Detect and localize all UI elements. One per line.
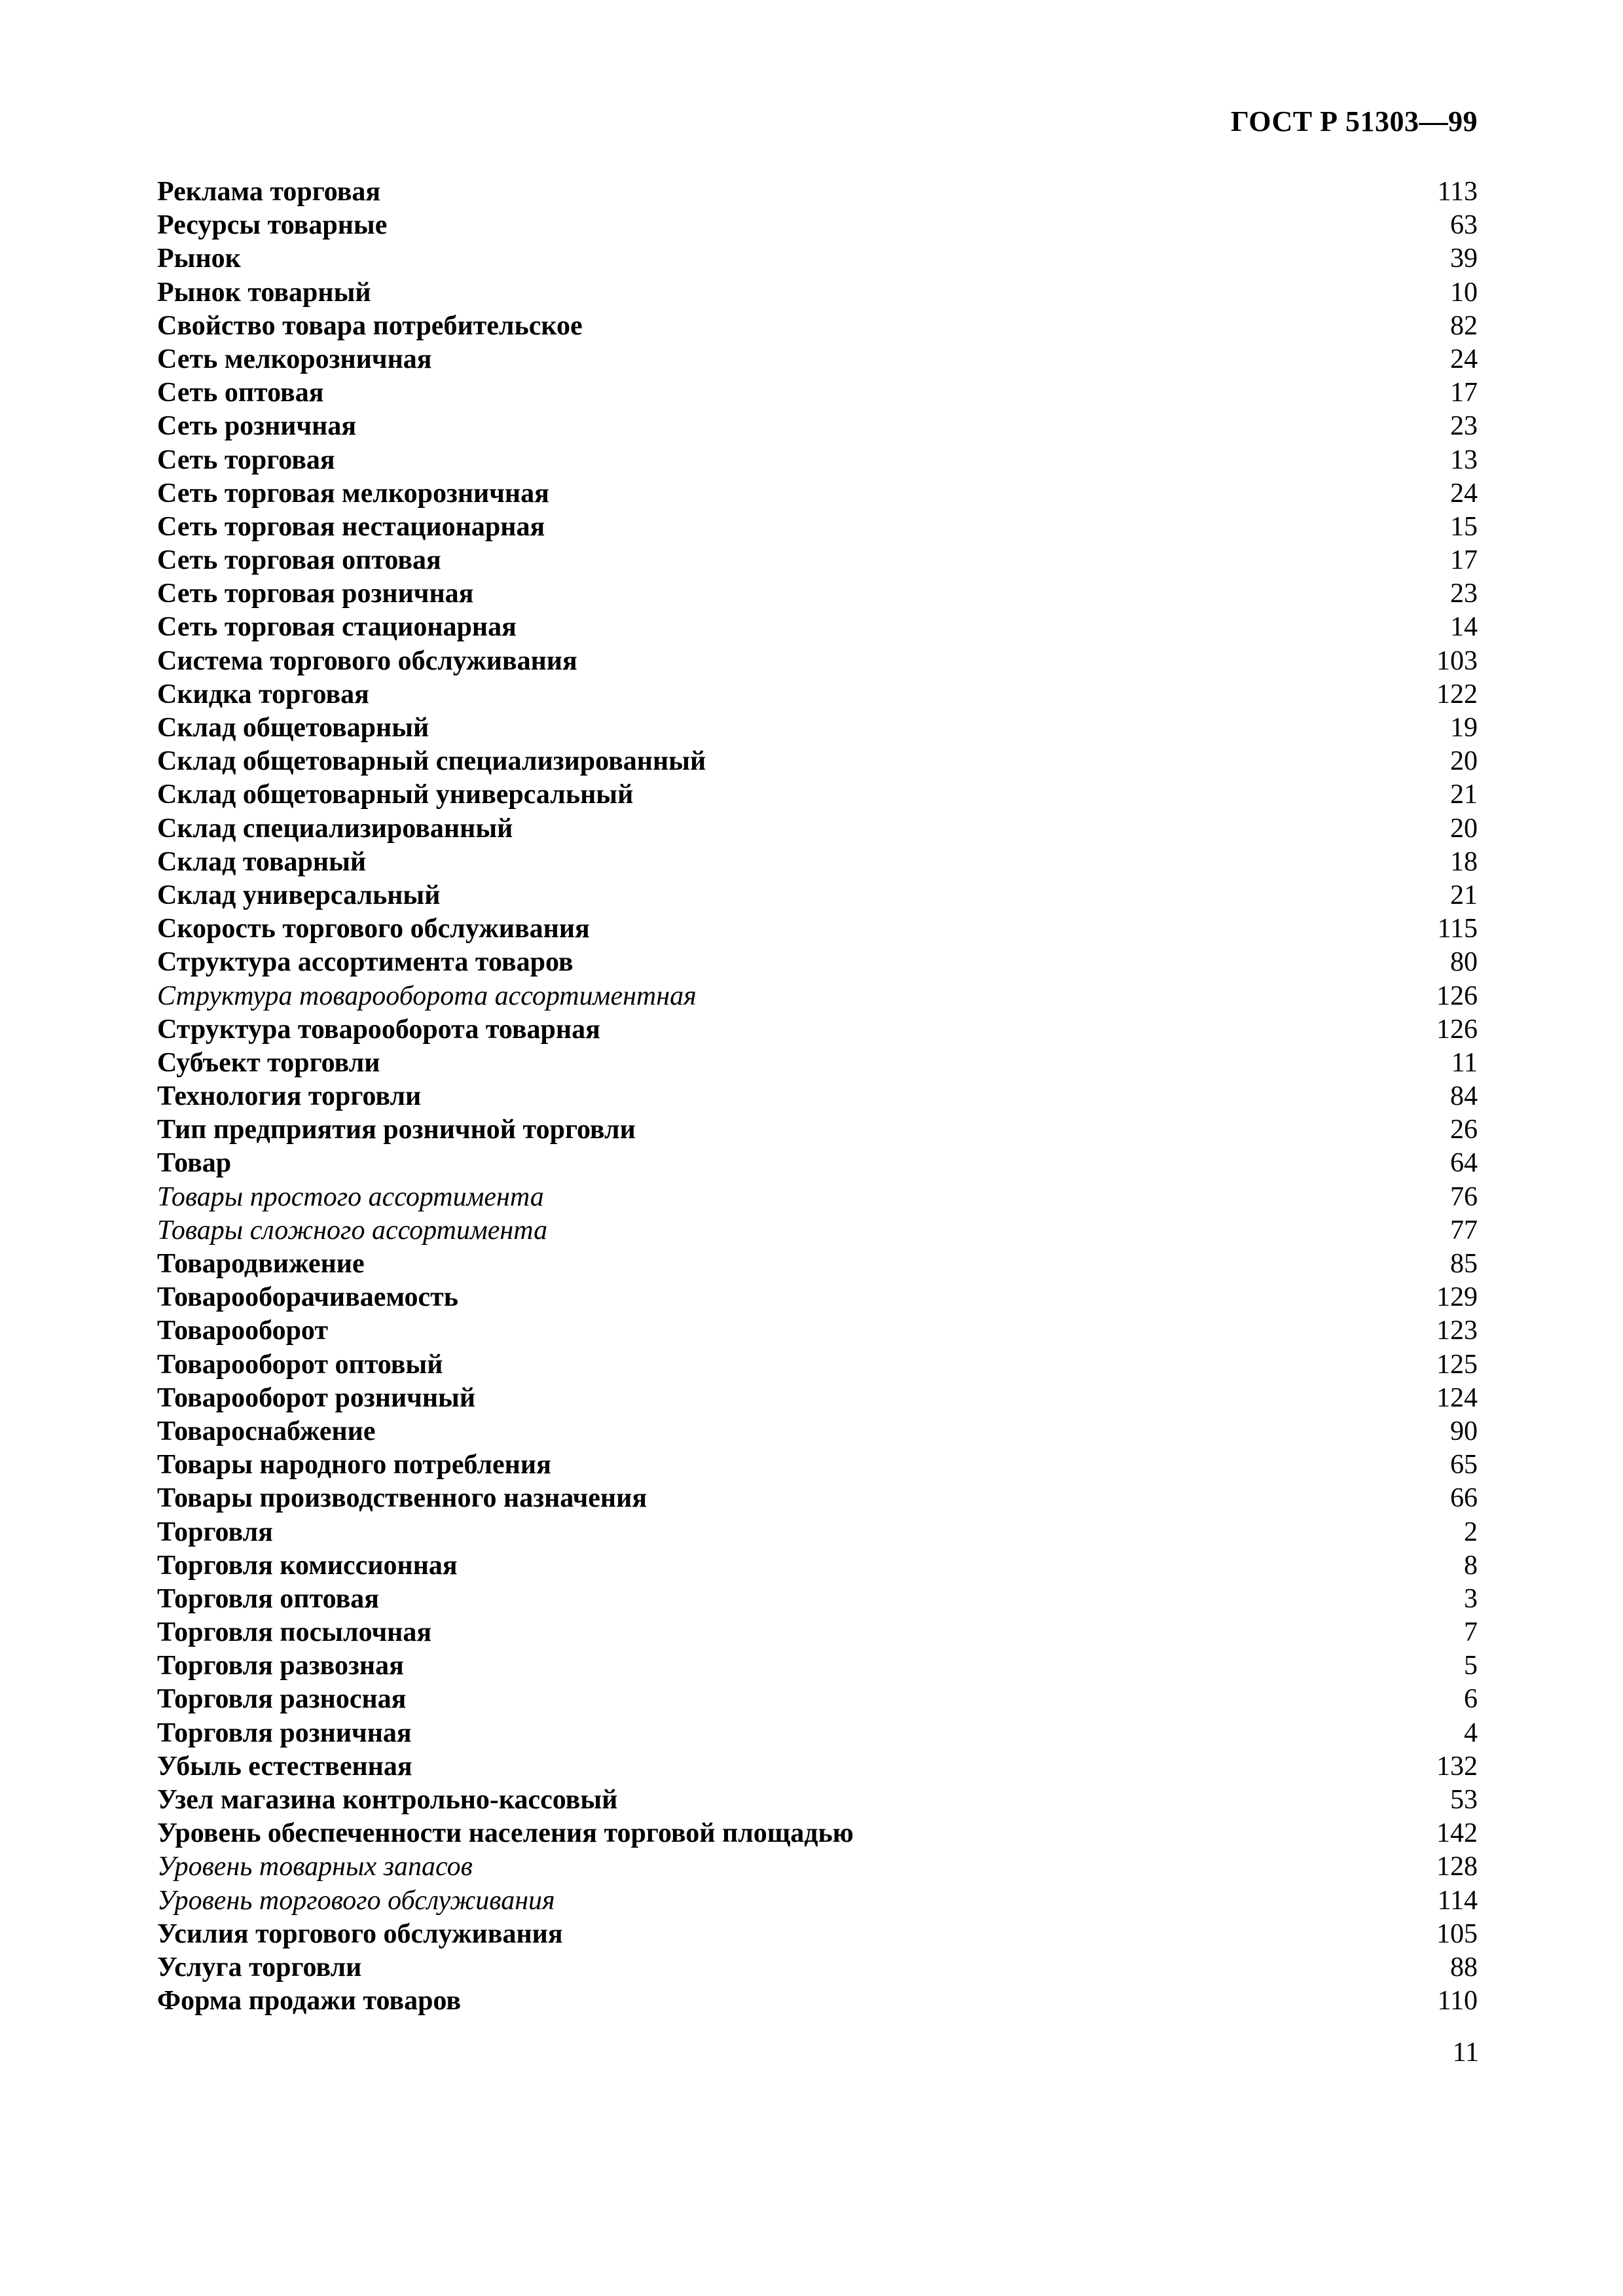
index-term-number: 17 <box>1450 545 1478 576</box>
index-term-number: 76 <box>1450 1181 1478 1212</box>
index-entry <box>157 1817 1478 1850</box>
index-term: Сеть торговая мелкорозничная <box>157 478 549 509</box>
index-term-number: 53 <box>1450 1785 1478 1815</box>
index-entry <box>157 544 1478 577</box>
index-term: Структура ассортимента товаров <box>157 947 574 978</box>
index-entry <box>157 1382 1478 1415</box>
index-term-number: 19 <box>1450 713 1478 743</box>
index-term: Торговля комиссионная <box>157 1550 458 1581</box>
index-term: Товарооборот <box>157 1316 329 1346</box>
index-entry <box>157 1918 1478 1951</box>
index-term-number: 39 <box>1450 243 1478 274</box>
index-term: Торговля <box>157 1516 273 1547</box>
index-entry <box>157 376 1478 410</box>
index-term-number: 23 <box>1450 579 1478 609</box>
index-term-number: 24 <box>1450 478 1478 509</box>
index-term: Усилия торгового обслуживания <box>157 1918 563 1949</box>
index-entry <box>157 980 1478 1013</box>
index-term: Субъект торговли <box>157 1047 380 1078</box>
index-term: Форма продажи товаров <box>157 1986 462 2017</box>
index-entry <box>157 1951 1478 1984</box>
index-term: Товароснабжение <box>157 1416 376 1446</box>
index-entry <box>157 1884 1478 1918</box>
index-entry <box>157 410 1478 443</box>
index-entry <box>157 444 1478 477</box>
index-term: Скорость торгового обслуживания <box>157 914 590 944</box>
index-entry <box>157 310 1478 343</box>
index-entry <box>157 1616 1478 1649</box>
index-term-number: 77 <box>1450 1215 1478 1246</box>
index-term-number: 90 <box>1450 1416 1478 1446</box>
index-term: Рынок товарный <box>157 277 371 308</box>
index-term: Структура товарооборота ассортиментная <box>157 980 697 1011</box>
index-term-number: 21 <box>1450 780 1478 810</box>
index-term: Склад общетоварный универсальный <box>157 780 634 810</box>
index-entry <box>157 1649 1478 1683</box>
index-entry <box>157 1482 1478 1515</box>
index-entry <box>157 1549 1478 1583</box>
index-term: Склад общетоварный <box>157 713 429 743</box>
index-term-number: 88 <box>1450 1952 1478 1982</box>
index-term-number: 129 <box>1436 1282 1478 1313</box>
index-term: Товарооборот розничный <box>157 1382 476 1413</box>
alphabetical-term-index <box>157 175 1478 2018</box>
index-term-number: 5 <box>1464 1651 1478 1681</box>
index-entry <box>157 511 1478 544</box>
index-term-number: 2 <box>1464 1516 1478 1547</box>
index-term: Склад общетоварный специализированный <box>157 746 706 777</box>
index-entry <box>157 711 1478 745</box>
index-entry <box>157 1683 1478 1716</box>
index-entry <box>157 577 1478 611</box>
index-term: Сеть торговая стационарная <box>157 612 517 643</box>
index-term-number: 105 <box>1436 1918 1478 1949</box>
index-entry <box>157 879 1478 912</box>
index-term-number: 114 <box>1437 1885 1478 1916</box>
index-term-number: 80 <box>1450 947 1478 978</box>
document-code-header: ГОСТ Р 51303—99 <box>1230 105 1478 137</box>
index-term: Технология торговли <box>157 1081 422 1112</box>
index-entry <box>157 1214 1478 1247</box>
index-entry <box>157 1750 1478 1784</box>
index-term: Ресурсы товарные <box>157 210 388 241</box>
index-term: Товар <box>157 1148 232 1179</box>
index-term: Уровень товарных запасов <box>157 1852 473 1882</box>
index-term-number: 126 <box>1436 1014 1478 1045</box>
index-term-number: 21 <box>1450 880 1478 910</box>
index-term: Сеть торговая розничная <box>157 579 474 609</box>
index-term: Товарооборачиваемость <box>157 1282 458 1313</box>
index-entry <box>157 1080 1478 1113</box>
index-term-number: 24 <box>1450 344 1478 374</box>
index-term: Сеть торговая оптовая <box>157 545 441 576</box>
index-entry <box>157 812 1478 846</box>
index-term-number: 17 <box>1450 378 1478 408</box>
index-entry <box>157 343 1478 376</box>
index-term-number: 10 <box>1450 277 1478 308</box>
index-term-number: 11 <box>1451 1047 1478 1078</box>
index-entry <box>157 175 1478 209</box>
index-term-number: 63 <box>1450 210 1478 241</box>
index-term: Скидка торговая <box>157 679 369 709</box>
index-entry <box>157 1047 1478 1080</box>
index-entry <box>157 1784 1478 1817</box>
index-entry <box>157 1448 1478 1482</box>
index-entry <box>157 846 1478 879</box>
index-term: Уровень обеспеченности населения торговой площадью <box>157 1818 854 1849</box>
page-number: 11 <box>1452 2037 1479 2068</box>
index-entry <box>157 242 1478 276</box>
index-term-number: 20 <box>1450 813 1478 844</box>
index-term-number: 66 <box>1450 1483 1478 1514</box>
index-term-number: 3 <box>1464 1583 1478 1614</box>
index-term: Услуга торговли <box>157 1952 362 1982</box>
index-entry <box>157 1348 1478 1382</box>
index-entry <box>157 912 1478 946</box>
index-term: Сеть торговая нестационарная <box>157 511 545 542</box>
index-term-number: 128 <box>1436 1852 1478 1882</box>
index-term: Торговля развозная <box>157 1651 404 1681</box>
index-term: Торговля разносная <box>157 1684 407 1715</box>
index-term-number: 103 <box>1436 645 1478 676</box>
index-term-number: 123 <box>1436 1316 1478 1346</box>
index-entry <box>157 1516 1478 1549</box>
index-term: Товары производственного назначения <box>157 1483 647 1514</box>
index-entry <box>157 1850 1478 1884</box>
index-entry <box>157 1247 1478 1281</box>
index-term: Склад специализированный <box>157 813 513 844</box>
index-entry <box>157 1717 1478 1750</box>
index-term-number: 65 <box>1450 1450 1478 1480</box>
index-term: Реклама торговая <box>157 177 381 207</box>
index-term-number: 8 <box>1464 1550 1478 1581</box>
index-term: Сеть оптовая <box>157 378 324 408</box>
index-term-number: 124 <box>1436 1382 1478 1413</box>
index-entry <box>157 1013 1478 1047</box>
index-term: Свойство товара потребительское <box>157 310 583 341</box>
index-term-number: 84 <box>1450 1081 1478 1112</box>
index-entry <box>157 1314 1478 1348</box>
index-term-number: 113 <box>1437 177 1478 207</box>
index-entry <box>157 1147 1478 1180</box>
index-entry <box>157 1281 1478 1314</box>
index-term-number: 14 <box>1450 612 1478 643</box>
index-term-number: 13 <box>1450 444 1478 475</box>
index-term-number: 125 <box>1436 1349 1478 1380</box>
index-term-number: 85 <box>1450 1249 1478 1279</box>
index-entry <box>157 778 1478 812</box>
index-term: Сеть розничная <box>157 411 357 442</box>
index-entry <box>157 477 1478 511</box>
index-entry <box>157 1113 1478 1147</box>
index-entry <box>157 209 1478 242</box>
index-term: Система торгового обслуживания <box>157 645 577 676</box>
index-entry <box>157 1415 1478 1448</box>
index-term: Узел магазина контрольно-кассовый <box>157 1785 618 1815</box>
index-term: Сеть торговая <box>157 444 335 475</box>
index-entry <box>157 946 1478 979</box>
index-entry <box>157 645 1478 678</box>
index-term-number: 122 <box>1436 679 1478 709</box>
index-term: Тип предприятия розничной торговли <box>157 1115 636 1145</box>
index-term: Торговля оптовая <box>157 1583 380 1614</box>
index-entry <box>157 745 1478 778</box>
index-term-number: 132 <box>1436 1751 1478 1782</box>
index-term: Сеть мелкорозничная <box>157 344 432 374</box>
index-term: Структура товарооборота товарная <box>157 1014 600 1045</box>
index-term-number: 7 <box>1464 1617 1478 1648</box>
index-term-number: 115 <box>1437 914 1478 944</box>
index-term: Торговля посылочная <box>157 1617 432 1648</box>
index-entry <box>157 1984 1478 2018</box>
index-term: Товары сложного ассортимента <box>157 1215 548 1246</box>
index-term: Торговля розничная <box>157 1717 412 1748</box>
index-term: Склад универсальный <box>157 880 441 910</box>
index-term: Товародвижение <box>157 1249 365 1279</box>
index-entry <box>157 276 1478 310</box>
index-entry <box>157 611 1478 644</box>
index-term-number: 82 <box>1450 310 1478 341</box>
index-entry <box>157 1181 1478 1214</box>
index-term-number: 110 <box>1437 1986 1478 2017</box>
index-term: Склад товарный <box>157 846 367 877</box>
index-term: Убыль естественная <box>157 1751 412 1782</box>
index-term: Товары простого ассортимента <box>157 1181 544 1212</box>
index-term-number: 23 <box>1450 411 1478 442</box>
index-term-number: 18 <box>1450 846 1478 877</box>
index-term-number: 20 <box>1450 746 1478 777</box>
index-term-number: 126 <box>1436 980 1478 1011</box>
index-term-number: 4 <box>1464 1717 1478 1748</box>
index-entry <box>157 678 1478 711</box>
index-term-number: 142 <box>1436 1818 1478 1849</box>
index-term: Товарооборот оптовый <box>157 1349 443 1380</box>
index-term-number: 6 <box>1464 1684 1478 1715</box>
index-term: Рынок <box>157 243 241 274</box>
index-entry <box>157 1583 1478 1616</box>
index-term: Уровень торгового обслуживания <box>157 1885 555 1916</box>
index-term-number: 26 <box>1450 1115 1478 1145</box>
index-term-number: 64 <box>1450 1148 1478 1179</box>
index-term-number: 15 <box>1450 511 1478 542</box>
index-term: Товары народного потребления <box>157 1450 551 1480</box>
